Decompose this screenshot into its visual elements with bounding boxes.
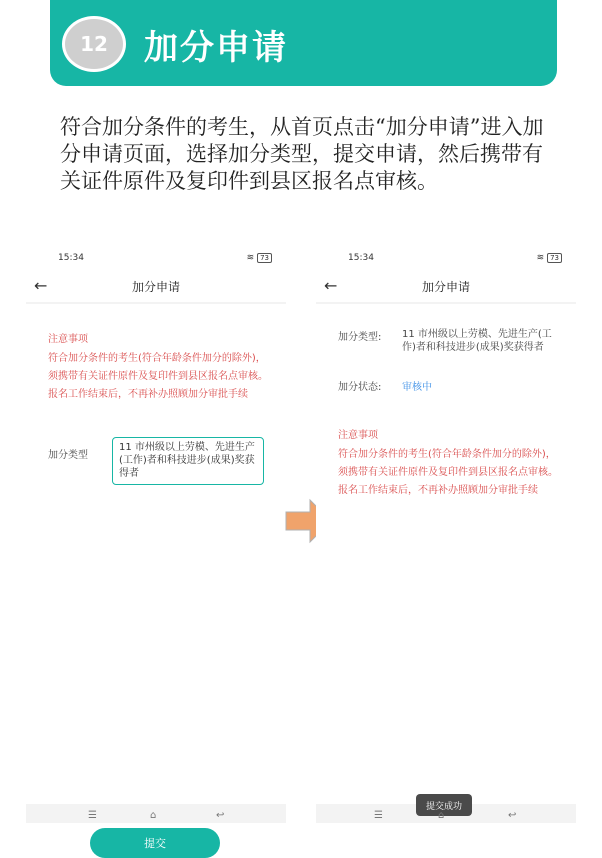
step-title: 加分申请 [144,28,288,68]
bonus-status-value: 审核中 [402,382,432,393]
status-time: 15:34 [348,253,374,263]
nav-title: 加分申请 [131,280,180,294]
menu-icon[interactable]: ☰ [88,810,97,821]
status-icons [537,253,562,263]
home-icon[interactable]: ⌂ [150,810,157,821]
bonus-type-select[interactable]: 11 市州级以上劳模、先进生产(工作)者和科技进步(成果)奖获得者 [112,437,264,485]
phone-screen-apply [26,244,286,850]
step-number-badge: 12 [62,16,126,72]
wifi-icon: ≋ [246,253,255,263]
nav-title: 加分申请 [421,280,470,294]
notice-text: 符合加分条件的考生(符合年龄条件加分的除外)，须携带有关证件原件及复印件到县区报名点审核。报名工作结束后，不再补办照顾加分审批手续 [338,449,558,496]
status-bar [26,244,286,270]
result-panel [316,304,576,812]
battery-icon: 73 [257,253,272,263]
bonus-type-value: 11 市州级以上劳模、先进生产(工作)者和科技进步(成果)奖获得者 [402,329,552,353]
home-icon[interactable]: ⌂ [438,810,445,821]
intro-text: 符合加分条件的考生，从首页点击“加分申请”进入加分申请页面，选择加分类型，提交申请，然后携带有关证件原件及复印件到县区报名点审核。 [60,115,544,193]
notice-text: 符合加分条件的考生(符合年龄条件加分的除外)，须携带有关证件原件及复印件到县区报名点审核。报名工作结束后，不再补办照顾加分审批手续 [48,353,268,400]
step-banner [50,0,557,86]
nav-bar [26,270,286,302]
status-bar [316,244,576,270]
system-nav-bar [26,810,286,823]
battery-icon: 73 [547,253,562,263]
status-icons [247,253,272,263]
bonus-status-label: 加分状态: [338,382,382,393]
wifi-icon: ≋ [536,253,545,263]
menu-icon[interactable]: ☰ [374,810,383,821]
back-icon[interactable]: ↩ [508,810,517,821]
notice-title: 注意事项 [48,334,88,345]
status-time: 15:34 [58,253,84,263]
bonus-type-label: 加分类型: [338,332,382,343]
system-nav-bar [316,810,576,823]
notice-title: 注意事项 [338,430,378,441]
apply-form [26,304,286,850]
back-arrow-icon[interactable]: ← [324,276,338,295]
toast-message: 提交成功 [416,794,472,816]
nav-bar [316,270,576,302]
back-arrow-icon[interactable]: ← [34,276,48,295]
submit-button[interactable]: 提交 [90,828,220,858]
phone-screen-result [316,244,576,823]
back-icon[interactable]: ↩ [216,810,225,821]
bonus-type-label: 加分类型 [48,450,88,461]
